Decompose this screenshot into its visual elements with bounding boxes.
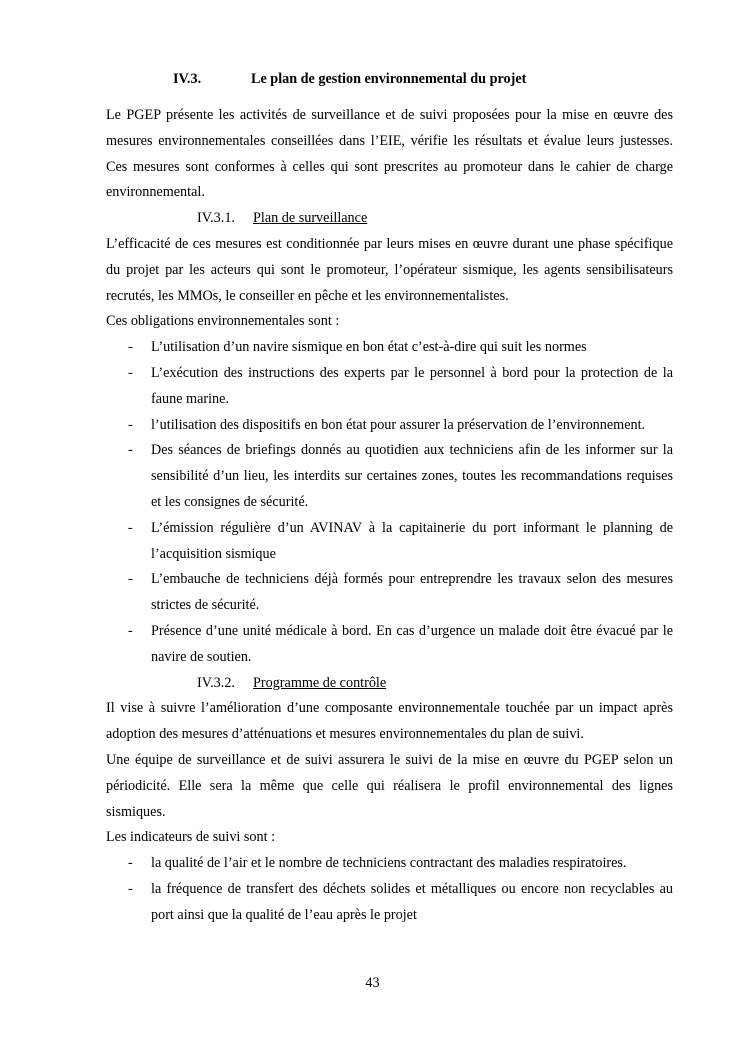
list-item-text: Des séances de briefings donnés au quotidien aux techniciens afin de les informer sur la sensibilité d’un lieu, les interdits sur certaines zones, toutes les recommandations requises et les consignes de sécurité. bbox=[151, 442, 673, 510]
section-title: Le plan de gestion environnemental du projet bbox=[251, 71, 527, 87]
body-text bbox=[106, 103, 673, 929]
list-item bbox=[106, 335, 673, 361]
subsection-heading-surveillance bbox=[106, 206, 673, 232]
list-item bbox=[106, 438, 673, 515]
list-item-text: L’embauche de techniciens déjà formés pour entreprendre les travaux selon des mesures strictes de sécurité. bbox=[151, 571, 673, 614]
intro-paragraph: Le PGEP présente les activités de surveillance et de suivi proposées pour la mise en œuvre des mesures environnementales conseillées dans l’EIE, vérifie les résultats et évalue leurs justesses. Ces mesures sont conformes à celles qui sont prescrites au promoteur dans le cahier de charge environnemental. bbox=[106, 107, 673, 201]
dash-bullet-icon: - bbox=[128, 855, 133, 872]
list-item bbox=[106, 413, 673, 439]
subsection-title: Programme de contrôle bbox=[253, 674, 387, 691]
list-item bbox=[106, 516, 673, 568]
controle-paragraph-2: Une équipe de surveillance et de suivi assurera le suivi de la mise en œuvre du PGEP selon un périodicité. Elle sera la même que celle qui réalisera le profil environnemental des lignes sismiques. bbox=[106, 751, 673, 820]
surveillance-paragraph: L’efficacité de ces mesures est conditionnée par leurs mises en œuvre durant une phase spécifique du projet par les acteurs qui sont le promoteur, l’opérateur sismique, les agents sensibilisateurs recrutés, les MMOs, le conseiller en pêche et les environnementalistes. bbox=[106, 235, 673, 304]
subsection-number: IV.3.2. bbox=[197, 674, 235, 691]
list-item bbox=[106, 361, 673, 413]
page-number: 43 bbox=[365, 975, 380, 991]
list-item-text: L’exécution des instructions des experts par le personnel à bord pour la protection de la faune marine. bbox=[151, 364, 673, 407]
list-item-text: l’utilisation des dispositifs en bon état pour assurer la préservation de l’environnement. bbox=[151, 416, 646, 433]
obligations-list bbox=[106, 335, 673, 670]
dash-bullet-icon: - bbox=[128, 880, 133, 897]
dash-bullet-icon: - bbox=[128, 571, 133, 588]
list-item bbox=[106, 619, 673, 671]
list-item-text: Présence d’une unité médicale à bord. En cas d’urgence un malade doit être évacué par le navire de soutien. bbox=[151, 622, 673, 665]
controle-paragraph-1: Il vise à suivre l’amélioration d’une composante environnementale touchée par un impact après adoption des mesures d’atténuations et mesures environnementales du plan de suivi. bbox=[106, 700, 673, 743]
dash-bullet-icon: - bbox=[128, 364, 133, 381]
indicators-lead: Les indicateurs de suivi sont : bbox=[106, 829, 276, 846]
section-heading bbox=[173, 66, 526, 92]
subsection-title: Plan de surveillance bbox=[253, 210, 368, 227]
list-item-text: L’émission régulière d’un AVINAV à la capitainerie du port informant le planning de l’acquisition sismique bbox=[151, 519, 673, 562]
dash-bullet-icon: - bbox=[128, 416, 133, 433]
dash-bullet-icon: - bbox=[128, 519, 133, 536]
subsection-heading-controle bbox=[106, 671, 673, 697]
list-item-text: la qualité de l’air et le nombre de techniciens contractant des maladies respiratoires. bbox=[151, 855, 627, 872]
indicators-list bbox=[106, 851, 673, 928]
subsection-number: IV.3.1. bbox=[197, 210, 235, 227]
list-item bbox=[106, 567, 673, 619]
dash-bullet-icon: - bbox=[128, 622, 133, 639]
list-item-text: la fréquence de transfert des déchets solides et métalliques ou encore non recyclables au port ainsi que la qualité de l’eau après le projet bbox=[151, 880, 673, 923]
obligations-lead: Ces obligations environnementales sont : bbox=[106, 313, 340, 330]
section-number: IV.3. bbox=[173, 71, 202, 87]
dash-bullet-icon: - bbox=[128, 442, 133, 459]
dash-bullet-icon: - bbox=[128, 339, 133, 356]
list-item bbox=[106, 851, 673, 877]
list-item-text: L’utilisation d’un navire sismique en bon état c’est-à-dire qui suit les normes bbox=[151, 339, 587, 356]
list-item bbox=[106, 877, 673, 929]
